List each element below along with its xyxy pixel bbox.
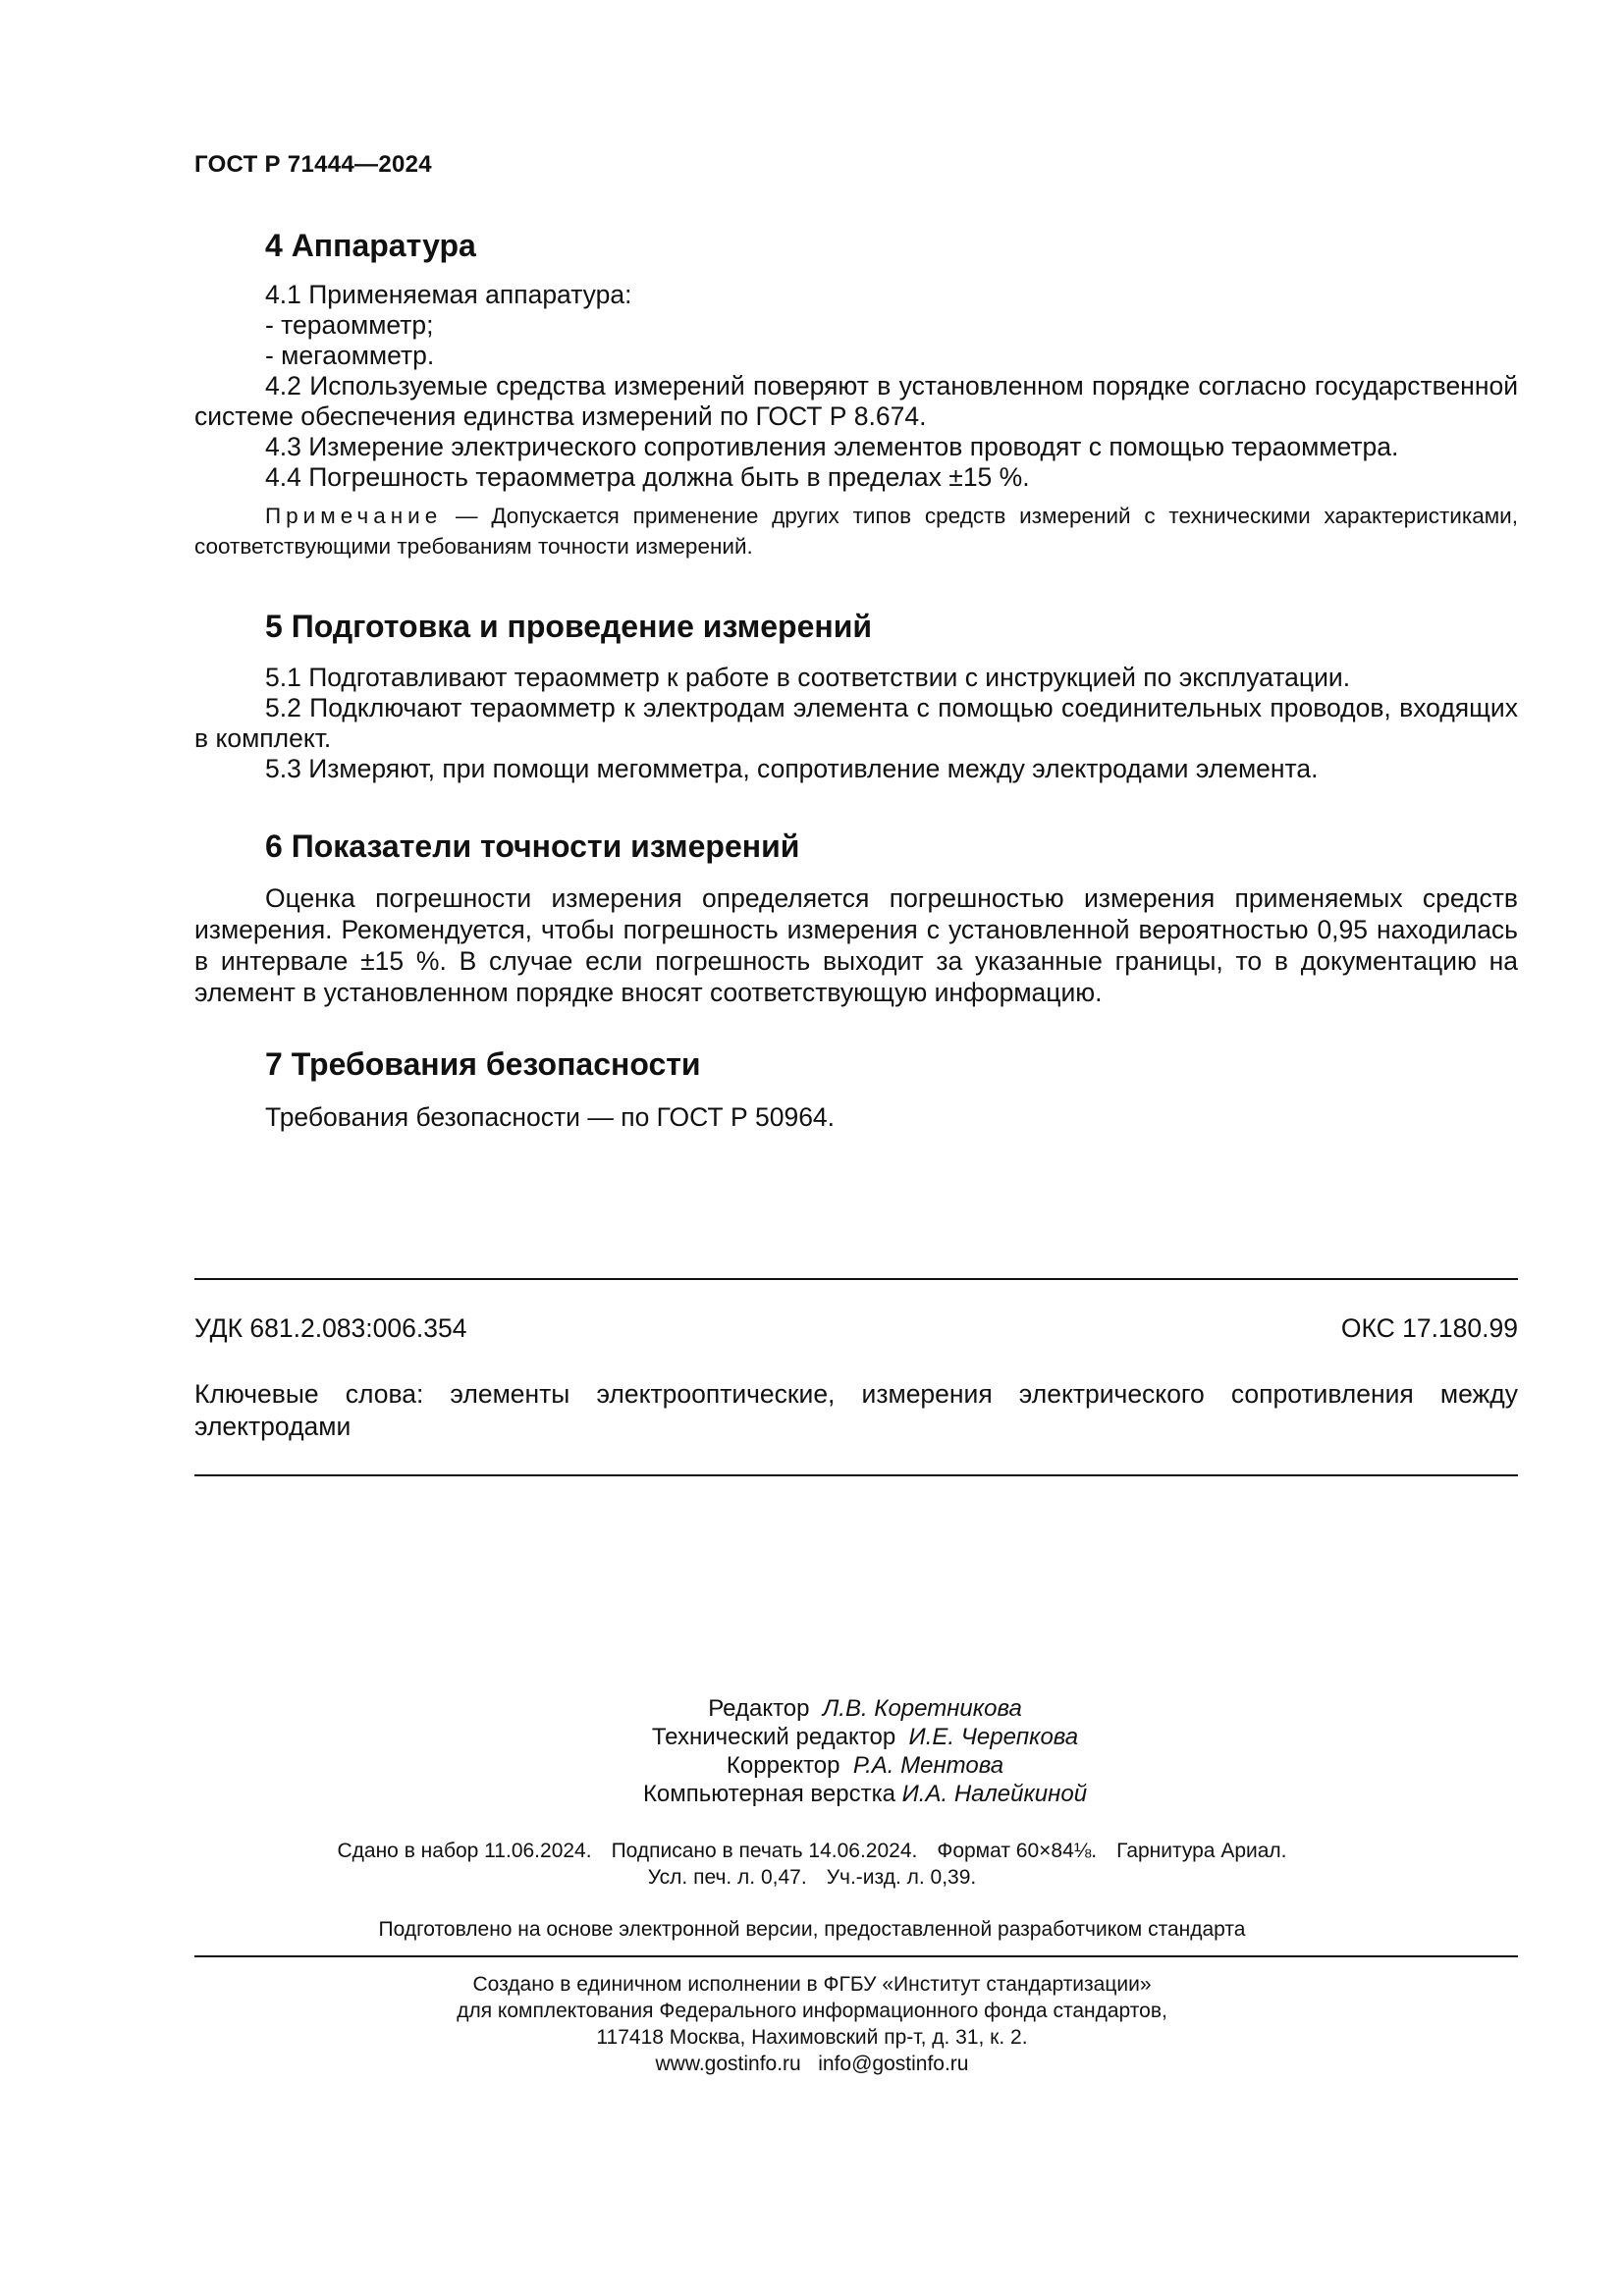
credit-role: Технический редактор — [651, 1724, 896, 1750]
publisher-info — [0, 1971, 1624, 2077]
list-item-megaohmmeter: - мегаомметр. — [265, 341, 435, 370]
standard-code-header: ГОСТ Р 71444—2024 — [194, 151, 432, 178]
credit-editor — [53, 1694, 1624, 1723]
credit-person: И.Е. Черепкова — [908, 1724, 1079, 1750]
print-info — [0, 1838, 1624, 1891]
para-4-4: 4.4 Погрешность тераомметра должна быть в пределах ±15 %. — [265, 462, 1030, 492]
credit-tech-editor — [53, 1723, 1624, 1751]
classification-row — [194, 1313, 1518, 1344]
divider-publisher — [194, 1955, 1518, 1957]
credit-role: Редактор — [708, 1695, 810, 1722]
publisher-line-1: Создано в единичном исполнении в ФГБУ «Институт стандартизации» — [472, 1973, 1152, 1996]
para-5-3: 5.3 Измеряют, при помощи мегомметра, сопротивление между электродами элемента. — [265, 754, 1319, 783]
paper-format: Формат 60×84⅛. — [937, 1840, 1098, 1862]
credit-corrector — [53, 1751, 1624, 1780]
para-5-1: 5.1 Подготавливают тераомметр к работе в соответствии с инструкцией по эксплуатации. — [265, 663, 1351, 692]
note — [194, 501, 1518, 561]
email-link[interactable]: info@gostinfo.ru — [818, 2053, 969, 2075]
credit-layout — [53, 1780, 1624, 1808]
prepared-note: Подготовлено на основе электронной версии, предоставленной разработчиком стандарта — [378, 1918, 1246, 1941]
para-5-2: 5.2 Подключают тераомметр к электродам элемента с помощью соединительных проводов, входящих в комплект. — [194, 693, 1518, 753]
keywords: Ключевые слова: элементы электрооптические, измерения электрического сопротивления между электродами — [194, 1379, 1518, 1441]
credit-person: Р.А. Ментова — [852, 1752, 1004, 1779]
publishing-sheets: Уч.-изд. л. 0,39. — [826, 1866, 977, 1889]
note-label: Примечание — [265, 504, 443, 528]
udk-code: УДК 681.2.083:006.354 — [194, 1313, 467, 1343]
section-6-title: 6 Показатели точности измерений — [265, 828, 800, 864]
note-text: — Допускается применение других типов средств измерений с техническими характеристиками, соответствующими требованиям точности измерений. — [194, 504, 1518, 559]
para-4-2: 4.2 Используемые средства измерений поверяют в установленном порядке согласно государственной системе обеспечения единства измерений по ГОСТ Р 8.674. — [194, 371, 1518, 431]
publisher-contacts — [0, 2051, 1624, 2077]
typeface: Гарнитура Ариал. — [1116, 1840, 1287, 1862]
para-4-1: 4.1 Применяемая аппаратура: — [265, 280, 632, 309]
credit-person: Л.В. Коретникова — [822, 1695, 1022, 1722]
section-7 — [194, 1046, 1518, 1133]
section-6 — [194, 828, 1518, 1008]
para-7: Требования безопасности — по ГОСТ Р 50964. — [265, 1102, 836, 1132]
credit-role: Компьютерная верстка — [642, 1781, 895, 1807]
para-6: Оценка погрешности измерения определяется погрешностью измерения применяемых средств измерения. Рекомендуется, чтобы погрешность измерения с установленной вероятностью 0,95 находилась в интервале ±15 %. В случае если погрешность выходит за указанные границы, то в документацию на элемент в установленном порядке вносят соответствующую информацию. — [194, 883, 1518, 1007]
print-sheets: Усл. печ. л. 0,47. — [647, 1866, 807, 1889]
signed-date: Подписано в печать 14.06.2024. — [611, 1840, 918, 1862]
section-4-title: 4 Аппаратура — [265, 228, 476, 263]
credits — [53, 1694, 1624, 1808]
para-4-3: 4.3 Измерение электрического сопротивления элементов проводят с помощью тераомметра. — [265, 432, 1399, 461]
oks-code: ОКС 17.180.99 — [1340, 1313, 1518, 1343]
publisher-address: 117418 Москва, Нахимовский пр-т, д. 31, к. 2. — [596, 2026, 1028, 2049]
publisher-line-2: для комплектования Федерального информационного фонда стандартов, — [457, 2000, 1167, 2022]
section-5 — [194, 609, 1518, 784]
section-5-title: 5 Подготовка и проведение измерений — [265, 609, 873, 644]
credit-person: И.А. Налейкиной — [901, 1781, 1088, 1807]
divider-bottom — [194, 1474, 1518, 1476]
submitted-date: Сдано в набор 11.06.2024. — [337, 1840, 592, 1862]
section-7-title: 7 Требования безопасности — [265, 1046, 701, 1082]
divider-top — [194, 1278, 1518, 1280]
credit-role: Корректор — [726, 1752, 840, 1779]
section-4 — [194, 228, 1518, 561]
website-link[interactable]: www.gostinfo.ru — [655, 2053, 801, 2075]
list-item-teraohmmeter: - тераомметр; — [265, 310, 434, 340]
